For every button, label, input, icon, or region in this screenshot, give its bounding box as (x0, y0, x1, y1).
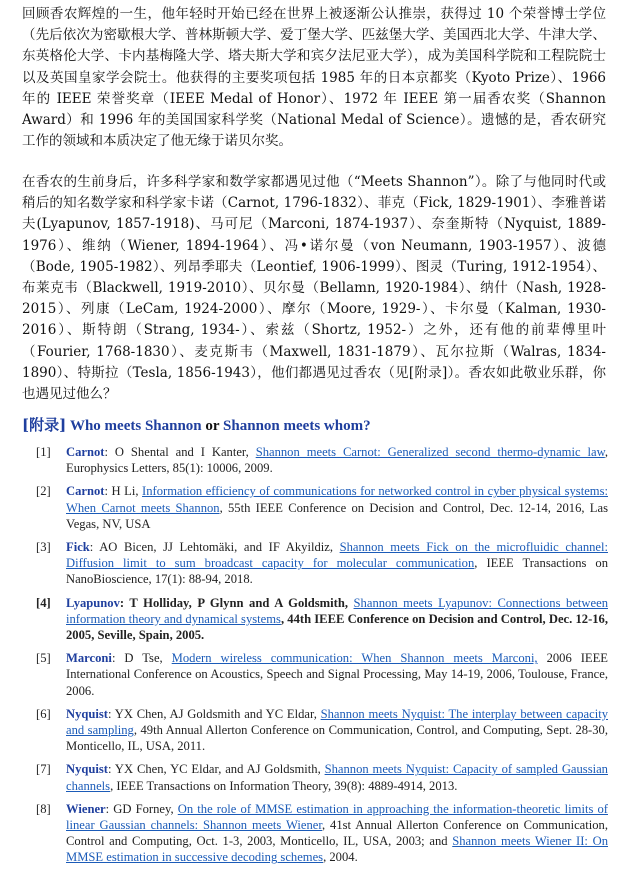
reference-person: Nyquist (66, 706, 108, 721)
reference-source: , Europhysics Letters, 85(1): 10006, 2009. (66, 445, 609, 476)
reference-link[interactable]: Shannon meets Nyquist: The interplay between capacity and sampling (66, 706, 608, 738)
reference-source: , IEEE Transactions on Information Theory, 39(8): 4889-4914, 2013. (110, 778, 458, 793)
reference-person: Nyquist (66, 762, 108, 777)
appendix-title-part1: Who meets Shannon (69, 418, 202, 434)
reference-number: [3] (36, 540, 51, 555)
reference-person: Carnot (66, 445, 105, 459)
reference-link[interactable]: Modern wireless communication: When Shannon meets Marconi, (171, 651, 538, 666)
reference-number: [6] (36, 706, 51, 721)
reference-item (36, 539, 608, 588)
reference-person: Carnot (66, 484, 105, 499)
appendix-title-or: or (205, 418, 220, 434)
reference-link[interactable]: Shannon meets Fick on the microfluidic channel: Diffusion limit to sum broadcast capacity for molecular communication (66, 540, 608, 571)
reference-person: Fick (66, 540, 90, 555)
reference-number: [8] (36, 801, 51, 816)
appendix-tag: [附录] (22, 416, 67, 434)
reference-authors: : AO Bicen, JJ Lehtomäki, and IF Akyildiz, (89, 540, 340, 555)
reference-item (36, 444, 608, 476)
reference-authors: : T Holliday, P Glynn and A Goldsmith, (119, 595, 354, 610)
reference-link-second[interactable]: Shannon meets Wiener II: On MMSE estimation in successive decoding schemes (66, 834, 609, 865)
reference-authors: : YX Chen, AJ Goldsmith and YC Eldar, (108, 706, 321, 721)
reference-number: [2] (36, 484, 51, 499)
paragraph-honors: 回顾香农辉煌的一生，他年轻时开始已经在世界上被逐渐公认推崇，获得过 10 个荣誉博士学位（先后依次为密歇根大学、普林斯顿大学、爱丁堡大学、匹兹堡大学、美国西北大学、牛津大学、东英格伦大学、卡内基梅隆大学、塔夫斯大学和宾夕法尼亚大学），成为美国科学院和工程院院士以及英国皇家学会院士。他获得的主要奖项包括 1985 年的日本京都奖（Kyoto Prize）、1966 年的 IEEE 荣誉奖章（IEEE Medal of Honor）、1972 年 IEEE 第一届香农奖（Shannon Award）和 1996 年的美国国家科学奖（National Medal of Science）。遗憾的是，香农研究工作的领域和本质决定了他无缘于诺贝尔奖。 (22, 6, 606, 150)
reference-source: , IEEE Transactions on NanoBioscience, 17(1): 88-94, 2018. (66, 556, 608, 587)
reference-link[interactable]: Shannon meets Lyapunov: Connections between information theory and dynamical systems (66, 595, 608, 626)
paragraph-meets-shannon: 在香农的生前身后，许多科学家和数学家都遇见过他（“Meets Shannon”）。除了与他同时代或稍后的知名数学家和科学家卡诺（Carnot, 1796-1832）、菲克（Fick, 1829-1901）、李雅普诺夫(Lyapunov, 1857-1918)、马可尼（Marconi, 1874-1937）、奈奎斯特（Nyquist, 1889-1976）、维纳（Wiener, 1894-1964）、冯•诺尔曼（von Neumann, 1903-1957）、波德（Bode, 1905-1982）、列昂季耶夫（Leontief, 1906-1999）、图灵（Turing, 1912-1954）、布莱克韦（Blackwell, 1919-2010）、贝尔曼（Bellamn, 1920-1984）、纳什（Nash, 1928-2015）、列康（LeCam, 1924-2000）、摩尔（Moore, 1929-）、卡尔曼（Kalman, 1930-2016）、斯特朗（Strang, 1934-）、索兹（Shortz, 1952-）之外，还有他的前辈傅里叶（Fourier, 1768-1830）、麦克斯韦（Maxwell, 1831-1879）、瓦尔拉斯（Walras, 1834-1890）、特斯拉（Tesla, 1856-1943），他们都遇见过香农（见[附录]）。香农如此敬业乐群，你也遇见过他么？ (22, 174, 606, 403)
reference-authors: : H Li, (104, 484, 143, 499)
reference-item (36, 650, 608, 699)
reference-source: , 41st Annual Allerton Conference on Communication, Control and Computing, Oct. 1-3, 2003, Monticello, IL, USA, 2003; and (66, 818, 608, 849)
reference-link[interactable]: On the role of MMSE estimation in approaching the information-theoretic limits of linear Gaussian channels: Shannon meets Wiener (66, 801, 608, 833)
reference-item (36, 801, 608, 866)
reference-person: Lyapunov (66, 595, 120, 610)
reference-authors: : D Tse, (111, 651, 172, 666)
reference-item (36, 706, 608, 755)
reference-number: [4] (36, 595, 51, 610)
reference-person: Marconi (66, 651, 112, 666)
reference-source-end: , 2004. (323, 850, 358, 865)
reference-source: , 55th IEEE Conference on Decision and Control, Dec. 12-14, 2016, Las Vegas, NV, USA (66, 500, 608, 531)
reference-item (36, 483, 608, 532)
appendix-title-part2: Shannon meets whom? (223, 418, 371, 434)
reference-number: [1] (36, 445, 51, 459)
reference-person: Wiener (66, 801, 106, 816)
reference-source: , 49th Annual Allerton Conference on Communication, Control, and Computing, Sept. 28-30, Monticello, IL, USA, 2011. (66, 723, 608, 754)
reference-link[interactable]: Information efficiency of communications for networked control in cyber physical systems: When Carnot meets Shannon (66, 484, 608, 515)
reference-authors: : O Shental and I Kanter, (104, 445, 256, 459)
reference-source: 2006 IEEE International Conference on Acoustics, Speech and Signal Processing, May 14-19, 2006, Toulouse, France, 2006. (66, 651, 608, 698)
reference-number: [5] (36, 651, 51, 666)
reference-authors: : YX Chen, YC Eldar, and AJ Goldsmith, (108, 762, 325, 777)
appendix-title (22, 414, 371, 435)
reference-number: [7] (36, 762, 51, 777)
reference-link[interactable]: Shannon meets Nyquist: Capacity of sampled Gaussian channels (66, 762, 608, 793)
reference-link[interactable]: Shannon meets Carnot: Generalized second thermo-dynamic law (255, 445, 605, 459)
reference-list (36, 444, 608, 873)
reference-item (36, 761, 608, 793)
reference-authors: : GD Forney, (105, 801, 178, 816)
reference-item (36, 595, 608, 644)
reference-source: , 44th IEEE Conference on Decision and Control, Dec. 12-16, 2005, Seville, Spain, 2005. (66, 611, 609, 643)
